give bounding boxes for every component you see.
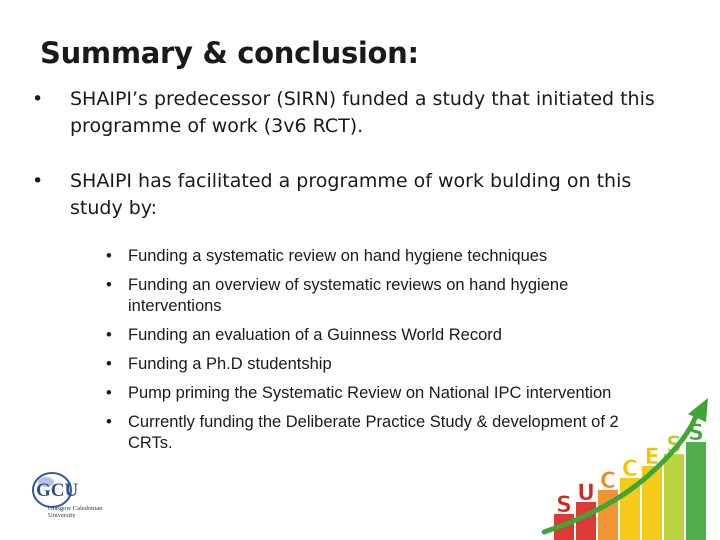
sub-bullet-text: Currently funding the Deliberate Practice Study & development of 2 CRTs.: [128, 413, 619, 452]
success-bar: [664, 454, 684, 540]
success-letter: S: [666, 433, 682, 458]
gcu-logo: [30, 466, 140, 518]
success-letter: S: [688, 421, 704, 446]
success-letter: E: [644, 445, 660, 470]
success-bar: [686, 442, 706, 540]
sub-bullet-text: Funding an evaluation of a Guinness World Record: [128, 326, 502, 344]
success-graphic: [540, 392, 720, 540]
success-letter: U: [577, 481, 595, 506]
bullet-marker: •: [106, 326, 112, 344]
sub-bullet-text: Funding a systematic review on hand hygiene techniques: [128, 247, 548, 265]
success-letter: C: [621, 457, 639, 482]
success-letter: C: [599, 469, 617, 494]
logo-line1: Glasgow Caledonian: [48, 505, 103, 512]
logo-line2: University: [48, 512, 76, 518]
sub-bullet-text: Funding a Ph.D studentship: [128, 355, 332, 373]
logo-abbr: GCU: [36, 480, 79, 501]
bullet-marker: •: [32, 170, 44, 192]
bullet-item: [32, 86, 672, 140]
sub-bullet-item: [106, 246, 646, 267]
bullet-marker: •: [106, 355, 112, 373]
sub-bullet-text: Funding an overview of systematic reviews on hand hygiene interventions: [128, 276, 569, 315]
bullet-item: [32, 168, 672, 222]
bullet-marker: •: [32, 88, 44, 110]
bullet-text: SHAIPI has facilitated a programme of work bulding on this study by:: [70, 170, 632, 219]
bullet-marker: •: [106, 247, 112, 265]
trend-arrow-head: [688, 398, 708, 422]
bullet-text: SHAIPI’s predecessor (SIRN) funded a study that initiated this programme of work (3v6 RCT).: [70, 88, 655, 137]
slide-title: Summary & conclusion:: [40, 36, 419, 70]
sub-bullet-item: [106, 354, 646, 375]
bullet-marker: •: [106, 276, 112, 294]
bullet-marker: •: [106, 384, 112, 402]
main-bullet-list: [32, 86, 672, 222]
sub-bullet-text: Pump priming the Systematic Review on National IPC intervention: [128, 384, 612, 402]
sub-bullet-item: [106, 325, 646, 346]
bullet-marker: •: [106, 413, 112, 431]
sub-bullet-item: [106, 275, 646, 317]
success-letter: S: [556, 493, 572, 518]
